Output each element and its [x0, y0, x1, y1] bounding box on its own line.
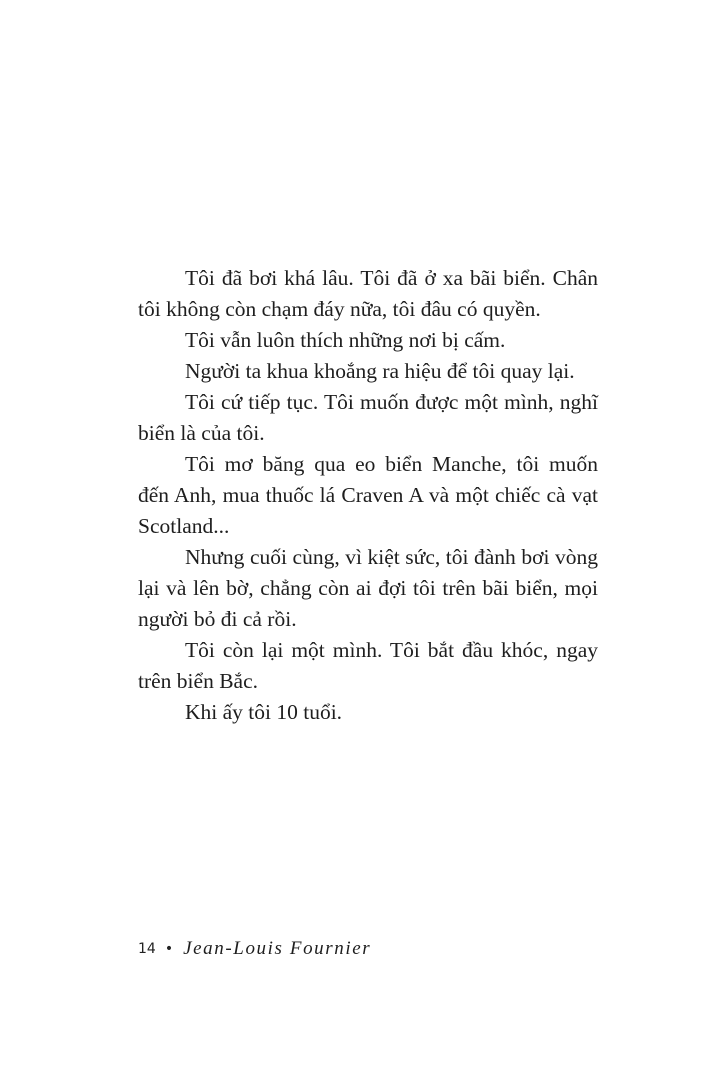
paragraph: Tôi còn lại một mình. Tôi bắt đầu khóc, ngay trên biển Bắc. — [138, 638, 598, 693]
paragraph: Tôi cứ tiếp tục. Tôi muốn được một mình, nghĩ biển là của tôi. — [138, 390, 598, 445]
page-number: 14 — [138, 941, 156, 957]
running-footer — [138, 937, 371, 961]
paragraph: Tôi vẫn luôn thích những nơi bị cấm. — [185, 328, 506, 352]
paragraph: Tôi đã bơi khá lâu. Tôi đã ở xa bãi biển. Chân tôi không còn chạm đáy nữa, tôi đâu có quyền. — [138, 266, 598, 321]
paragraph: Tôi mơ băng qua eo biển Manche, tôi muốn đến Anh, mua thuốc lá Craven A và một chiếc cà vạt Scotland... — [138, 452, 598, 538]
footer-separator: • — [164, 941, 174, 957]
author-name: Jean-Louis Fournier — [183, 938, 372, 959]
paragraph: Người ta khua khoắng ra hiệu để tôi quay lại. — [185, 359, 575, 383]
paragraph: Nhưng cuối cùng, vì kiệt sức, tôi đành bơi vòng lại và lên bờ, chẳng còn ai đợi tôi trên bãi biển, mọi người bỏ đi cả rồi. — [138, 545, 598, 631]
paragraph: Khi ấy tôi 10 tuổi. — [185, 700, 343, 724]
body-text — [138, 263, 598, 728]
